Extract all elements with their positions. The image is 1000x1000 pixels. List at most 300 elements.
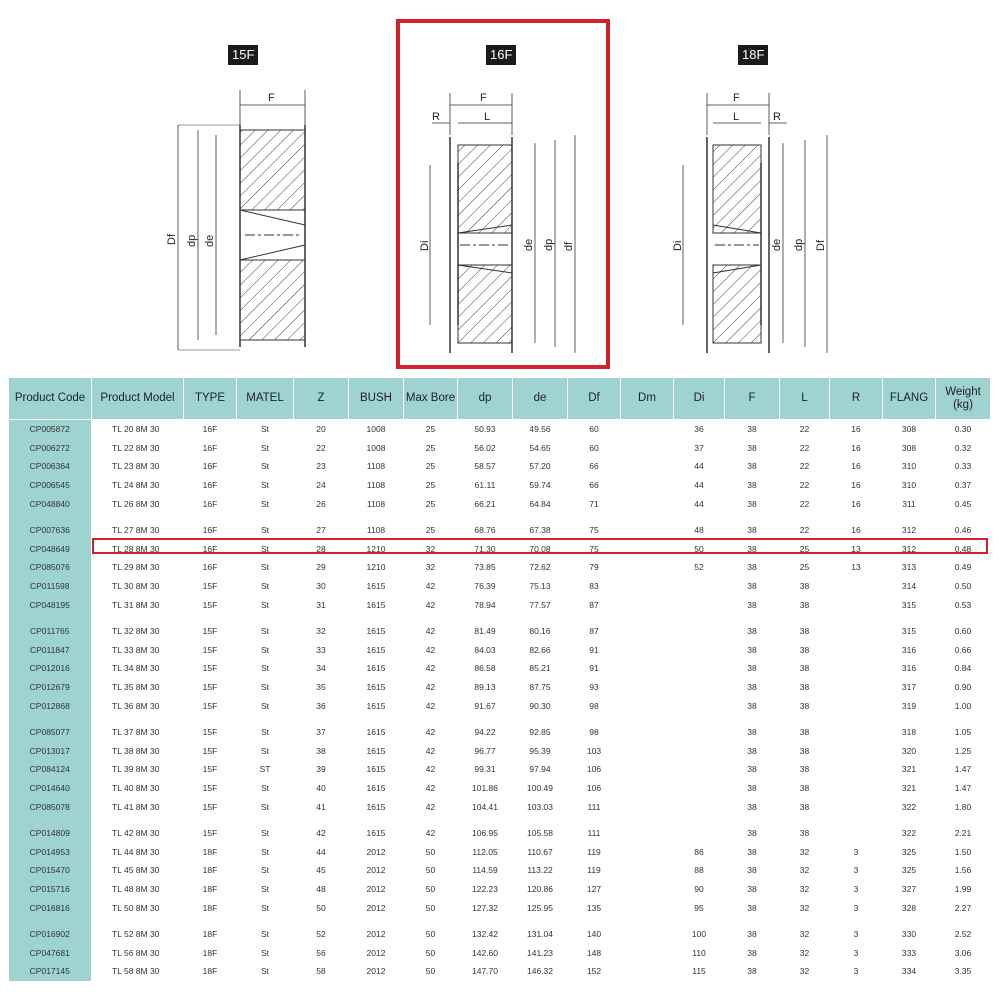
table-cell: 0.46 <box>954 525 972 536</box>
table-cell: St <box>260 599 270 610</box>
table-cell: 32 <box>799 947 810 958</box>
table-cell: 318 <box>901 727 917 738</box>
table-cell: 50 <box>425 966 436 977</box>
table-cell: TL 35 8M 30 <box>112 682 160 693</box>
table-cell: 38 <box>799 599 810 610</box>
table-cell <box>621 558 674 577</box>
type-label-15f: 15F <box>228 45 258 65</box>
table-cell <box>674 824 725 843</box>
table-cell <box>621 925 674 944</box>
table-cell: 0.37 <box>954 480 972 491</box>
column-header: Dm <box>621 378 674 420</box>
table-cell: 38 <box>747 644 757 655</box>
table-row <box>9 962 991 981</box>
table-cell: CP014809 <box>9 824 92 843</box>
table-cell: TL 28 8M 30 <box>112 543 160 554</box>
table-cell: 22 <box>316 442 326 453</box>
table-cell: 2012 <box>366 865 386 876</box>
table-cell <box>674 678 725 697</box>
table-cell: 334 <box>901 966 917 977</box>
table-cell: CP006364 <box>9 457 92 476</box>
table-cell: 114.59 <box>472 865 498 876</box>
table-cell: TL 26 8M 30 <box>112 498 160 509</box>
table-cell: 0.45 <box>954 498 972 509</box>
type-label-18f: 18F <box>738 45 768 65</box>
table-cell <box>674 723 725 742</box>
table-cell: 1615 <box>366 745 386 756</box>
table-cell: 32 <box>425 543 436 554</box>
table-cell: 3.35 <box>954 966 972 977</box>
table-cell: 87 <box>589 626 599 637</box>
table-cell: 16F <box>202 461 218 472</box>
table-cell: 308 <box>901 442 917 453</box>
table-cell: 38 <box>747 663 757 674</box>
table-cell: St <box>260 626 270 637</box>
table-row <box>9 641 991 660</box>
table-cell: 0.30 <box>954 424 972 435</box>
table-cell: ST <box>259 764 271 775</box>
table-cell: 95 <box>694 902 704 913</box>
dim-f-18f: F <box>733 92 740 104</box>
table-cell <box>621 742 674 761</box>
table-cell: CP011598 <box>9 577 92 596</box>
column-header: R <box>830 378 883 420</box>
table-cell: 2.52 <box>954 929 972 940</box>
table-cell: St <box>260 543 270 554</box>
table-cell: 61.11 <box>474 480 496 491</box>
table-cell <box>621 842 674 861</box>
table-cell: 18F <box>202 883 218 894</box>
table-cell: 25 <box>799 543 810 554</box>
table-row <box>9 476 991 495</box>
table-cell: 1108 <box>366 525 386 536</box>
table-row <box>9 880 991 899</box>
table-cell: 1615 <box>366 727 386 738</box>
table-cell: 15F <box>202 682 218 693</box>
table-cell: 2012 <box>366 966 386 977</box>
table-cell <box>674 760 725 779</box>
table-cell: 50 <box>425 929 436 940</box>
table-cell: 15F <box>202 782 218 793</box>
table-cell: 38 <box>747 727 757 738</box>
table-cell: 38 <box>799 745 810 756</box>
table-cell: 88 <box>694 865 704 876</box>
table-cell: 18F <box>202 929 218 940</box>
table-cell: 322 <box>901 828 917 839</box>
dim-dp-15f: dp <box>186 234 198 247</box>
table-cell: 147.70 <box>472 966 498 977</box>
table-cell: 60 <box>589 424 599 435</box>
dim-r-18f: R <box>773 111 781 123</box>
table-cell: 40 <box>316 782 326 793</box>
table-cell: 1.50 <box>954 846 972 857</box>
table-cell: 16 <box>851 461 861 472</box>
table-cell: 15F <box>202 828 218 839</box>
table-cell: 79 <box>589 562 599 573</box>
table-cell: 16 <box>851 498 861 509</box>
table-cell: 71.30 <box>474 543 496 554</box>
column-header: Di <box>674 378 725 420</box>
table-cell: 42 <box>425 682 436 693</box>
column-header: Product Code <box>9 378 92 420</box>
table-cell: 38 <box>799 782 810 793</box>
table-cell: 42 <box>425 828 436 839</box>
table-cell: 56.02 <box>474 442 496 453</box>
table-cell: 50 <box>694 543 704 554</box>
table-cell: 37 <box>316 727 326 738</box>
table-row <box>9 439 991 458</box>
table-cell <box>830 779 883 798</box>
table-cell <box>830 641 883 660</box>
table-cell <box>621 659 674 678</box>
column-header: Df <box>568 378 621 420</box>
table-cell: CP015470 <box>9 861 92 880</box>
table-cell <box>621 521 674 540</box>
table-cell: St <box>260 727 270 738</box>
table-cell: 111 <box>587 801 601 812</box>
table-cell: 119 <box>587 865 601 876</box>
table-cell: 32 <box>799 883 810 894</box>
table-cell: St <box>260 562 270 573</box>
table-cell: 90.30 <box>529 700 551 711</box>
table-cell: 82.66 <box>529 644 551 655</box>
table-cell: 38 <box>747 782 757 793</box>
table-cell: TL 38 8M 30 <box>112 745 160 756</box>
table-cell: 148 <box>586 947 602 958</box>
table-cell: St <box>260 947 270 958</box>
table-cell: 85.21 <box>529 663 551 674</box>
dim-df-16f: df <box>563 241 575 251</box>
table-cell: St <box>260 745 270 756</box>
table-cell: 44 <box>316 846 326 857</box>
table-cell: 32 <box>425 562 436 573</box>
table-cell <box>621 494 674 513</box>
table-cell: 64.84 <box>529 498 551 509</box>
table-cell: 135 <box>586 902 602 913</box>
table-cell: 152 <box>586 966 602 977</box>
table-cell: 75 <box>589 525 599 536</box>
table-cell: 16F <box>202 543 218 554</box>
table-cell: St <box>260 682 270 693</box>
dim-f-16f: F <box>480 92 487 104</box>
table-row <box>9 622 991 641</box>
table-cell: St <box>260 663 270 674</box>
table-cell: 97.94 <box>529 764 551 775</box>
table-cell: 38 <box>747 865 757 876</box>
table-cell: 325 <box>901 865 917 876</box>
table-cell: 42 <box>425 663 436 674</box>
table-cell: 91.67 <box>474 700 496 711</box>
table-cell: 1615 <box>366 663 386 674</box>
table-cell: 310 <box>901 480 917 491</box>
table-cell: CP005872 <box>9 420 92 439</box>
table-cell: CP012868 <box>9 696 92 715</box>
table-cell: 38 <box>799 801 810 812</box>
table-cell: 2012 <box>366 846 386 857</box>
table-cell: 1615 <box>366 828 386 839</box>
table-cell: 16F <box>202 480 218 491</box>
table-cell: 321 <box>901 764 917 775</box>
table-cell <box>621 678 674 697</box>
table-cell: 1008 <box>366 424 386 435</box>
table-cell: 39 <box>316 764 326 775</box>
table-cell: 110.67 <box>527 846 553 857</box>
table-cell: 15F <box>202 663 218 674</box>
table-cell <box>674 622 725 641</box>
table-cell: 38 <box>799 828 810 839</box>
table-cell: 310 <box>901 461 917 472</box>
table-cell <box>621 696 674 715</box>
table-cell: CP007636 <box>9 521 92 540</box>
table-cell: St <box>260 865 270 876</box>
table-cell: 50 <box>425 883 436 894</box>
table-cell: 90 <box>694 883 704 894</box>
table-cell: 45 <box>316 865 326 876</box>
table-cell: 25 <box>425 525 436 536</box>
table-cell: CP016902 <box>9 925 92 944</box>
table-cell: TL 33 8M 30 <box>112 644 160 655</box>
table-cell: 38 <box>747 562 757 573</box>
table-cell: 38 <box>799 764 810 775</box>
table-cell: 16 <box>851 480 861 491</box>
table-cell: 146.32 <box>527 966 553 977</box>
table-cell: 15F <box>202 644 218 655</box>
table-cell: 38 <box>799 581 810 592</box>
table-cell: 18F <box>202 902 218 913</box>
table-cell: 1210 <box>366 562 386 573</box>
table-cell: 16F <box>202 525 218 536</box>
table-cell: 50.93 <box>474 424 496 435</box>
table-cell: CP012679 <box>9 678 92 697</box>
group-spacer <box>9 614 991 622</box>
type-label-16f: 16F <box>486 45 516 65</box>
table-cell: 16F <box>202 498 218 509</box>
table-cell: 33 <box>316 644 326 655</box>
table-cell: 115 <box>692 966 706 977</box>
table-cell: 38 <box>747 682 757 693</box>
table-cell: 16F <box>202 442 218 453</box>
table-cell: 96.77 <box>474 745 496 756</box>
column-header: Max Bore <box>404 378 458 420</box>
dim-di-18f: Di <box>672 240 684 251</box>
table-cell: 0.90 <box>954 682 972 693</box>
table-cell: 70.08 <box>529 543 551 554</box>
table-cell: 1108 <box>366 498 386 509</box>
column-header: dp <box>458 378 513 420</box>
table-cell: 87 <box>589 599 599 610</box>
table-cell: 106.95 <box>472 828 498 839</box>
table-cell: 38 <box>747 626 757 637</box>
pulley-diagram-18f <box>665 85 845 360</box>
column-header: FLANG <box>883 378 936 420</box>
table-cell: 38 <box>747 599 757 610</box>
table-cell: 83 <box>589 581 599 592</box>
table-cell: 38 <box>747 543 757 554</box>
table-cell <box>830 678 883 697</box>
table-cell: 127 <box>586 883 602 894</box>
table-cell: 98 <box>589 700 599 711</box>
table-cell <box>674 797 725 816</box>
table-cell: 320 <box>901 745 917 756</box>
table-cell: TL 31 8M 30 <box>112 599 160 610</box>
table-cell: 3 <box>853 902 859 913</box>
table-cell: CP048840 <box>9 494 92 513</box>
table-cell <box>621 797 674 816</box>
table-cell: 98 <box>589 727 599 738</box>
table-cell <box>830 797 883 816</box>
table-cell: 1615 <box>366 682 386 693</box>
column-header: TYPE <box>184 378 237 420</box>
table-cell: 38 <box>747 764 757 775</box>
table-cell: 87.75 <box>529 682 551 693</box>
table-cell: 52 <box>316 929 326 940</box>
table-cell: 50 <box>425 902 436 913</box>
table-cell: 38 <box>747 902 757 913</box>
table-cell: 60 <box>589 442 599 453</box>
table-cell: 66 <box>589 480 599 491</box>
table-cell: 38 <box>747 461 757 472</box>
table-header-row <box>9 378 991 420</box>
table-cell: 75 <box>589 543 599 554</box>
table-row <box>9 659 991 678</box>
table-cell: 103 <box>586 745 602 756</box>
table-cell: St <box>260 424 270 435</box>
table-cell: TL 44 8M 30 <box>112 846 160 857</box>
table-cell: 26 <box>316 498 326 509</box>
table-cell: 22 <box>799 480 810 491</box>
table-cell: 322 <box>901 801 917 812</box>
table-cell: 16 <box>851 442 861 453</box>
table-cell: 36 <box>694 424 704 435</box>
table-cell: 30 <box>316 581 326 592</box>
table-cell: 66.21 <box>474 498 496 509</box>
table-cell: 104.41 <box>472 801 498 812</box>
table-cell <box>621 476 674 495</box>
table-cell: CP006545 <box>9 476 92 495</box>
table-cell: 110 <box>692 947 706 958</box>
table-cell: 2.21 <box>954 828 972 839</box>
table-cell: 44 <box>694 480 704 491</box>
dim-de-15f: de <box>204 234 216 247</box>
dim-dp-16f: dp <box>543 238 555 251</box>
table-cell: 38 <box>747 700 757 711</box>
table-cell: 50 <box>425 947 436 958</box>
table-cell: 72.62 <box>529 562 551 573</box>
table-cell <box>621 622 674 641</box>
table-cell: 48 <box>316 883 326 894</box>
table-cell: 312 <box>901 525 917 536</box>
column-header: de <box>513 378 568 420</box>
table-cell: 24 <box>316 480 326 491</box>
table-cell: 132.42 <box>472 929 498 940</box>
table-cell: 106 <box>586 782 602 793</box>
table-cell: 59.74 <box>529 480 551 491</box>
table-row <box>9 521 991 540</box>
table-cell: TL 29 8M 30 <box>112 562 160 573</box>
table-cell: 35 <box>316 682 326 693</box>
table-row <box>9 760 991 779</box>
table-cell <box>621 898 674 917</box>
table-cell: 75.13 <box>529 581 551 592</box>
table-row <box>9 943 991 962</box>
table-cell: 99.31 <box>474 764 496 775</box>
table-cell: 119 <box>587 846 601 857</box>
dim-df-15f: Df <box>166 234 178 245</box>
table-cell <box>621 577 674 596</box>
table-cell: 25 <box>425 442 436 453</box>
table-cell: 25 <box>799 562 810 573</box>
table-cell: 76.39 <box>474 581 496 592</box>
table-cell: 22 <box>799 461 810 472</box>
table-cell: 54.65 <box>529 442 551 453</box>
column-header: L <box>780 378 830 420</box>
table-row <box>9 457 991 476</box>
table-cell: 28 <box>316 543 326 554</box>
table-cell: 131.04 <box>527 929 553 940</box>
table-cell: 3 <box>853 883 859 894</box>
table-cell: 38 <box>747 846 757 857</box>
table-cell: 77.57 <box>529 599 551 610</box>
table-cell: 3 <box>853 865 859 876</box>
table-row <box>9 742 991 761</box>
table-row <box>9 797 991 816</box>
table-cell: 141.23 <box>527 947 553 958</box>
table-cell: 101.86 <box>472 782 498 793</box>
table-cell <box>830 723 883 742</box>
table-cell <box>621 962 674 981</box>
pulley-diagram-16f <box>410 85 600 360</box>
table-cell <box>621 779 674 798</box>
table-row <box>9 577 991 596</box>
table-cell: 22 <box>799 525 810 536</box>
table-cell: 1.05 <box>954 727 972 738</box>
table-cell <box>621 641 674 660</box>
table-cell: 16F <box>202 424 218 435</box>
table-cell: 42 <box>425 727 436 738</box>
table-cell: 113.22 <box>527 865 553 876</box>
table-cell: TL 50 8M 30 <box>112 902 160 913</box>
table-cell: 15F <box>202 700 218 711</box>
dim-l-18f: L <box>733 111 740 123</box>
table-cell: 1.47 <box>954 764 972 775</box>
table-cell: CP014640 <box>9 779 92 798</box>
table-cell: 122.23 <box>472 883 498 894</box>
table-row <box>9 861 991 880</box>
table-cell: 80.16 <box>529 626 551 637</box>
table-cell <box>621 420 674 439</box>
table-cell: St <box>260 782 270 793</box>
column-header: BUSH <box>349 378 404 420</box>
table-cell: St <box>260 883 270 894</box>
table-cell <box>621 943 674 962</box>
table-cell <box>621 760 674 779</box>
table-cell: 73.85 <box>474 562 496 573</box>
table-cell: 313 <box>901 562 917 573</box>
table-cell: 38 <box>799 727 810 738</box>
table-cell: 36 <box>316 700 326 711</box>
table-cell: TL 39 8M 30 <box>112 764 160 775</box>
table-cell <box>621 595 674 614</box>
table-cell: TL 36 8M 30 <box>112 700 160 711</box>
table-cell: 15F <box>202 581 218 592</box>
table-cell: 3 <box>853 846 859 857</box>
table-cell: CP014953 <box>9 842 92 861</box>
table-cell: 32 <box>799 966 810 977</box>
table-cell: 15F <box>202 745 218 756</box>
group-spacer <box>9 715 991 723</box>
table-cell <box>830 659 883 678</box>
table-row <box>9 824 991 843</box>
